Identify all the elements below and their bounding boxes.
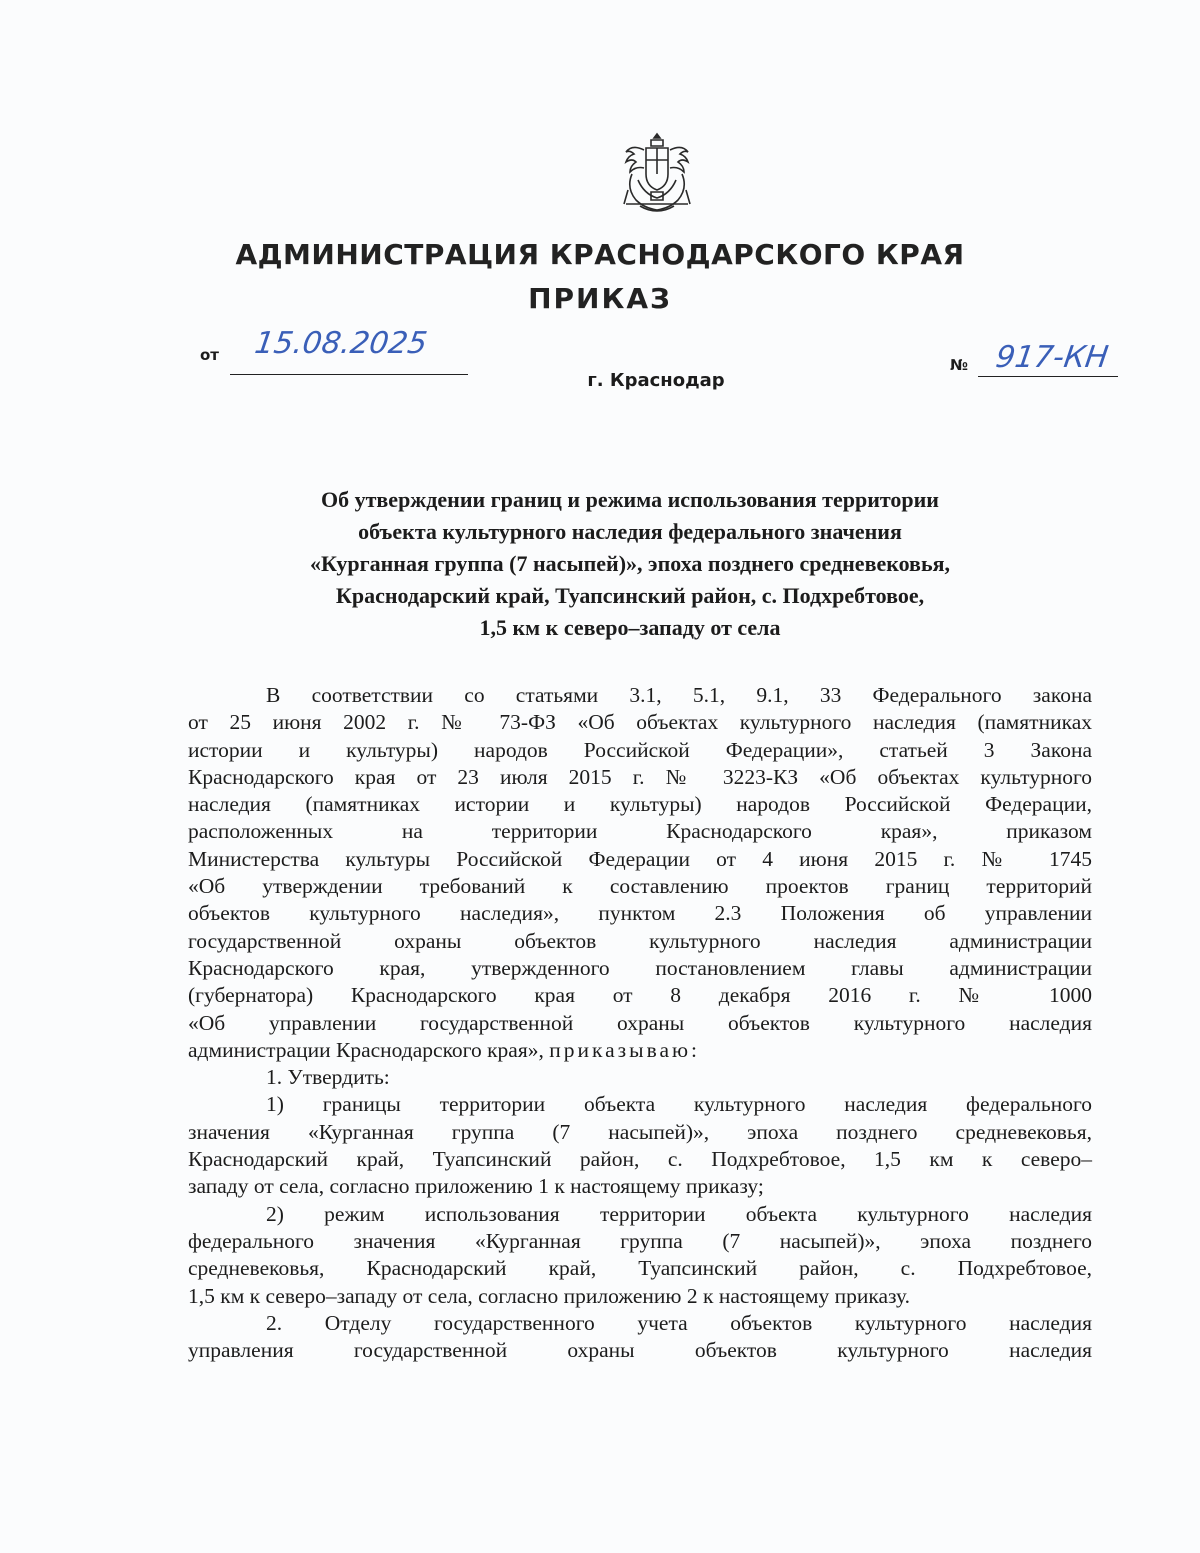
organization-name: АДМИНИСТРАЦИЯ КРАСНОДАРСКОГО КРАЯ (235, 238, 965, 271)
date-value: 15.08.2025 (252, 326, 430, 361)
body-line: государственной охраны объектов культурного наследия администрации (188, 928, 1092, 953)
body-line: 1,5 км к северо–западу от села, согласно приложению 2 к настоящему приказу. (188, 1283, 911, 1308)
title-line: объекта культурного наследия федерального значения (358, 519, 902, 544)
body-line-text: администрации Краснодарского края», (188, 1037, 544, 1062)
body-line: наследия (памятниках истории и культуры) народов Российской Федерации, (188, 792, 1092, 817)
body-line (188, 1037, 1092, 1064)
title-line: Краснодарский край, Туапсинский район, с. Подхребтовое, (335, 583, 925, 608)
body-line: В соответствии со статьями 3.1, 5.1, 9.1, 33 Федерального закона (266, 683, 1092, 707)
body-line: Краснодарский край, Туапсинский район, с. Подхребтовое, 1,5 км к северо– (188, 1147, 1092, 1172)
document-title (200, 484, 1060, 644)
document-type: ПРИКАЗ (528, 282, 672, 315)
title-line: 1,5 км к северо–западу от села (479, 615, 781, 640)
body-line: управления государственной охраны объектов культурного наследия (188, 1338, 1092, 1363)
body-line: Краснодарского края от 23 июля 2015 г. № 3223-КЗ «Об объектах культурного (188, 764, 1092, 789)
body-line: от 25 июня 2002 г. № 73-ФЗ «Об объектах культурного наследия (памятниках (188, 710, 1092, 735)
body-line: 2) режим использования территории объекта культурного наследия (266, 1201, 1092, 1226)
body-line: федерального значения «Курганная группа (7 насыпей)», эпоха позднего (188, 1228, 1092, 1253)
body-line: Министерства культуры Российской Федерации от 4 июня 2015 г. № 1745 (188, 846, 1092, 871)
body-line: 2. Отделу государственного учета объектов культурного наследия (266, 1310, 1092, 1335)
body-line: истории и культуры) народов Российской Федерации», статьей 3 Закона (188, 737, 1092, 762)
number-underline (978, 376, 1118, 377)
coat-of-arms-icon (618, 130, 696, 220)
body-line: объектов культурного наследия», пунктом 2.3 Положения об управлении (188, 901, 1092, 926)
number-label: № (950, 356, 969, 374)
body-line: «Об управлении государственной охраны объектов культурного наследия (188, 1010, 1092, 1035)
document-body (188, 682, 1092, 1364)
number-value: 917-КН (993, 340, 1111, 375)
title-line: «Курганная группа (7 насыпей)», эпоха позднего средневековья, (310, 551, 950, 576)
city: г. Краснодар (587, 370, 725, 391)
title-line: Об утверждении границ и режима использования территории (321, 487, 939, 512)
body-line: расположенных на территории Краснодарского края», приказом (188, 819, 1092, 844)
body-line: Краснодарского края, утвержденного постановлением главы администрации (188, 955, 1092, 980)
body-line: 1) границы территории объекта культурного наследия федерального (266, 1092, 1092, 1117)
body-line: «Об утверждении требований к составлению проектов границ территорий (188, 874, 1092, 899)
date-label: от (200, 346, 219, 364)
body-line: (губернатора) Краснодарского края от 8 декабря 2016 г. № 1000 (188, 983, 1092, 1008)
body-line: значения «Курганная группа (7 насыпей)», эпоха позднего средневековья, (188, 1119, 1092, 1144)
body-line: средневековья, Краснодарский край, Туапсинский район, с. Подхребтовое, (188, 1256, 1092, 1281)
body-line: 1. Утвердить: (266, 1065, 390, 1090)
body-line: западу от села, согласно приложению 1 к настоящему приказу; (188, 1174, 764, 1199)
order-word: приказываю: (549, 1037, 701, 1062)
